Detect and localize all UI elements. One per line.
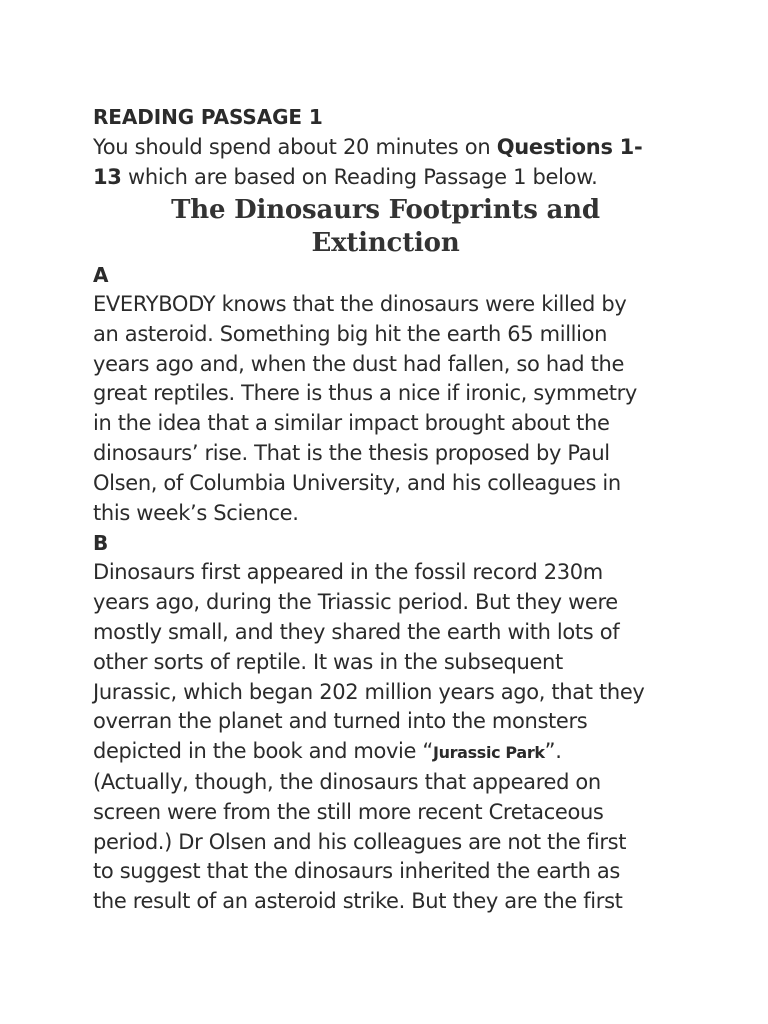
paragraph-line: great reptiles. There is thus a nice if ironic, symmetry (93, 381, 638, 406)
passage-label: READING PASSAGE 1 (93, 105, 323, 129)
paragraph-line: years ago, during the Triassic period. But they were (93, 590, 618, 615)
title-line: The Dinosaurs Footprints and (171, 195, 600, 225)
paragraph-line: Jurassic, which began 202 million years ago, that they (93, 679, 645, 704)
section-a-paragraph (93, 290, 678, 528)
paragraph-line: other sorts of reptile. It was in the subsequent (93, 649, 563, 674)
paragraph-line: overran the planet and turned into the monsters (93, 709, 588, 734)
movie-line-end: ”. (544, 739, 562, 764)
paragraph-line: dinosaurs’ rise. That is the thesis proposed by Paul (93, 440, 610, 465)
paragraph-line: period.) Dr Olsen and his colleagues are not the first (93, 829, 627, 854)
paragraph-line: the result of an asteroid strike. But they are the first (93, 889, 623, 914)
title-line: Extinction (311, 228, 460, 258)
passage-title (93, 194, 678, 260)
paragraph-line: Dinosaurs first appeared in the fossil record 230m (93, 560, 603, 585)
movie-line-text: depicted in the book and movie “ (93, 739, 433, 764)
paragraph-line: mostly small, and they shared the earth with lots of (93, 619, 620, 644)
document-page (93, 102, 678, 917)
paragraph-line: to suggest that the dinosaurs inherited the earth as (93, 859, 620, 884)
paragraph-line: in the idea that a similar impact brought about the (93, 411, 610, 436)
instructions-text-end: which are based on Reading Passage 1 below. (121, 165, 598, 189)
movie-title: Jurassic Park (432, 743, 545, 763)
instructions-questions-bold-end: 13 (93, 165, 122, 189)
paragraph-line: this week’s Science. (93, 500, 299, 525)
paragraph-line: Olsen, of Columbia University, and his colleagues in (93, 470, 621, 495)
paragraph-line: years ago and, when the dust had fallen, so had the (93, 351, 625, 376)
paragraph-line-movie (93, 737, 678, 768)
paragraph-line: (Actually, though, the dinosaurs that appeared on (93, 769, 601, 794)
instructions-text-start: You should spend about 20 minutes on (93, 135, 497, 159)
paragraph-line: EVERYBODY knows that the dinosaurs were killed by (93, 292, 627, 316)
paragraph-line: screen were from the still more recent Cretaceous (93, 799, 604, 824)
section-b-paragraph (93, 558, 678, 917)
instructions (93, 132, 678, 192)
section-letter-a: A (93, 263, 109, 287)
instructions-questions-bold: Questions 1- (496, 135, 643, 159)
paragraph-line: an asteroid. Something big hit the earth 65 million (93, 321, 608, 346)
section-letter-b: B (93, 531, 109, 556)
